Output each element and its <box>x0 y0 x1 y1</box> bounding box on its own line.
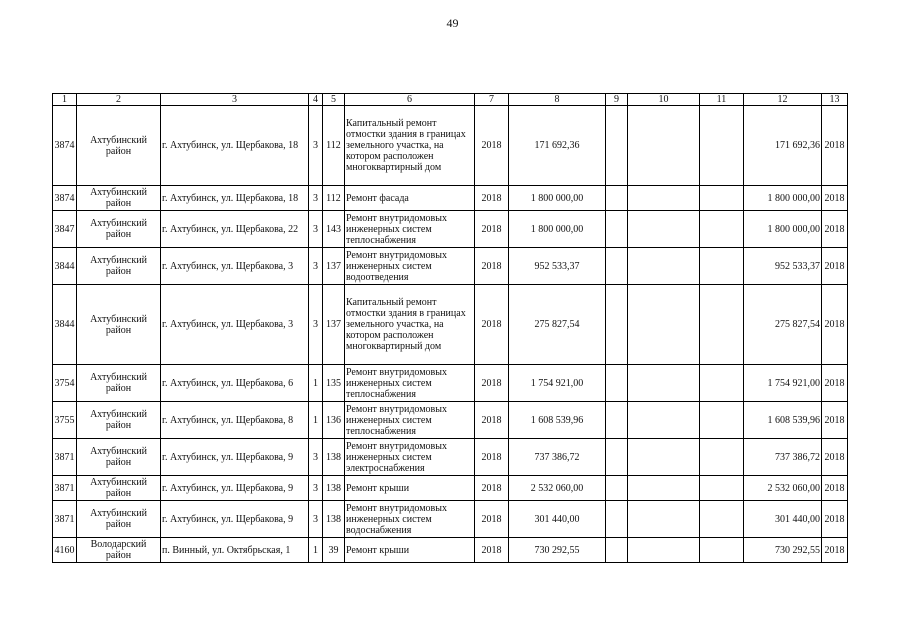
cell-col-9 <box>606 501 628 538</box>
cell-amount-fund: 737 386,72 <box>744 439 822 476</box>
cell-amount-fund: 1 608 539,96 <box>744 402 822 439</box>
cell-row-code: 4160 <box>53 538 77 563</box>
cell-amount-fund: 171 692,36 <box>744 106 822 186</box>
cell-year: 2018 <box>475 285 509 365</box>
cell-district: Ахтубинский район <box>77 285 161 365</box>
cell-col-9 <box>606 211 628 248</box>
cell-col-4: 3 <box>309 285 323 365</box>
cell-district: Володарский район <box>77 538 161 563</box>
header-row <box>53 94 848 106</box>
cell-work-type: Капитальный ремонт отмостки здания в границах земельного участка, на котором расположен многоквартирный дом <box>345 285 475 365</box>
table-row <box>53 285 848 365</box>
cell-row-code: 3871 <box>53 501 77 538</box>
cell-col-11 <box>700 248 744 285</box>
table-row <box>53 501 848 538</box>
cell-amount-total: 737 386,72 <box>509 439 606 476</box>
cell-completion-year: 2018 <box>822 211 848 248</box>
cell-col-9 <box>606 106 628 186</box>
table-row <box>53 365 848 402</box>
cell-address: г. Ахтубинск, ул. Щербакова, 22 <box>161 211 309 248</box>
cell-amount-fund: 1 800 000,00 <box>744 186 822 211</box>
table-row <box>53 186 848 211</box>
cell-amount-total: 171 692,36 <box>509 106 606 186</box>
cell-col-11 <box>700 538 744 563</box>
cell-col-11 <box>700 476 744 501</box>
cell-col-11 <box>700 501 744 538</box>
cell-work-type: Ремонт крыши <box>345 538 475 563</box>
cell-completion-year: 2018 <box>822 285 848 365</box>
cell-row-code: 3754 <box>53 365 77 402</box>
cell-district: Ахтубинский район <box>77 439 161 476</box>
cell-work-type: Ремонт внутридомовых инженерных систем водоснабжения <box>345 501 475 538</box>
cell-col-10 <box>628 211 700 248</box>
column-header-8: 8 <box>509 94 606 106</box>
cell-row-code: 3844 <box>53 248 77 285</box>
cell-row-code: 3847 <box>53 211 77 248</box>
cell-col-4: 3 <box>309 501 323 538</box>
cell-col-5: 136 <box>323 402 345 439</box>
cell-work-type: Ремонт фасада <box>345 186 475 211</box>
cell-col-4: 1 <box>309 402 323 439</box>
cell-amount-total: 275 827,54 <box>509 285 606 365</box>
cell-col-10 <box>628 501 700 538</box>
cell-col-4: 1 <box>309 538 323 563</box>
cell-col-5: 138 <box>323 439 345 476</box>
cell-amount-total: 2 532 060,00 <box>509 476 606 501</box>
cell-completion-year: 2018 <box>822 439 848 476</box>
cell-amount-total: 1 608 539,96 <box>509 402 606 439</box>
cell-col-10 <box>628 248 700 285</box>
cell-work-type: Ремонт внутридомовых инженерных систем водоотведения <box>345 248 475 285</box>
cell-district: Ахтубинский район <box>77 476 161 501</box>
cell-amount-fund: 2 532 060,00 <box>744 476 822 501</box>
cell-district: Ахтубинский район <box>77 501 161 538</box>
cell-col-11 <box>700 186 744 211</box>
cell-completion-year: 2018 <box>822 402 848 439</box>
cell-district: Ахтубинский район <box>77 211 161 248</box>
cell-col-10 <box>628 285 700 365</box>
cell-amount-fund: 952 533,37 <box>744 248 822 285</box>
cell-col-9 <box>606 186 628 211</box>
column-header-9: 9 <box>606 94 628 106</box>
cell-work-type: Ремонт внутридомовых инженерных систем электроснабжения <box>345 439 475 476</box>
cell-col-5: 135 <box>323 365 345 402</box>
cell-col-11 <box>700 211 744 248</box>
cell-year: 2018 <box>475 439 509 476</box>
cell-year: 2018 <box>475 402 509 439</box>
cell-completion-year: 2018 <box>822 186 848 211</box>
cell-col-5: 39 <box>323 538 345 563</box>
cell-row-code: 3874 <box>53 106 77 186</box>
cell-address: г. Ахтубинск, ул. Щербакова, 9 <box>161 476 309 501</box>
cell-col-4: 3 <box>309 248 323 285</box>
cell-col-10 <box>628 106 700 186</box>
cell-address: г. Ахтубинск, ул. Щербакова, 9 <box>161 439 309 476</box>
cell-amount-fund: 730 292,55 <box>744 538 822 563</box>
cell-year: 2018 <box>475 501 509 538</box>
cell-col-10 <box>628 186 700 211</box>
cell-district: Ахтубинский район <box>77 402 161 439</box>
cell-col-9 <box>606 538 628 563</box>
cell-col-4: 3 <box>309 106 323 186</box>
cell-completion-year: 2018 <box>822 106 848 186</box>
cell-col-9 <box>606 476 628 501</box>
cell-address: г. Ахтубинск, ул. Щербакова, 3 <box>161 248 309 285</box>
cell-year: 2018 <box>475 186 509 211</box>
cell-col-9 <box>606 365 628 402</box>
repair-registry-table <box>52 93 848 563</box>
cell-col-10 <box>628 439 700 476</box>
cell-col-5: 143 <box>323 211 345 248</box>
table-row <box>53 402 848 439</box>
cell-col-5: 138 <box>323 476 345 501</box>
cell-col-5: 137 <box>323 248 345 285</box>
column-header-5: 5 <box>323 94 345 106</box>
cell-amount-fund: 301 440,00 <box>744 501 822 538</box>
table-body <box>53 106 848 563</box>
cell-amount-total: 952 533,37 <box>509 248 606 285</box>
cell-amount-fund: 275 827,54 <box>744 285 822 365</box>
column-header-2: 2 <box>77 94 161 106</box>
table-row <box>53 106 848 186</box>
cell-year: 2018 <box>475 248 509 285</box>
column-header-11: 11 <box>700 94 744 106</box>
column-header-10: 10 <box>628 94 700 106</box>
column-header-13: 13 <box>822 94 848 106</box>
cell-year: 2018 <box>475 106 509 186</box>
cell-address: г. Ахтубинск, ул. Щербакова, 18 <box>161 186 309 211</box>
cell-col-10 <box>628 365 700 402</box>
table-row <box>53 248 848 285</box>
column-header-7: 7 <box>475 94 509 106</box>
table-row <box>53 538 848 563</box>
cell-work-type: Ремонт внутридомовых инженерных систем теплоснабжения <box>345 365 475 402</box>
cell-amount-total: 1 800 000,00 <box>509 186 606 211</box>
cell-work-type: Капитальный ремонт отмостки здания в границах земельного участка, на котором расположен многоквартирный дом <box>345 106 475 186</box>
cell-amount-total: 301 440,00 <box>509 501 606 538</box>
cell-amount-fund: 1 754 921,00 <box>744 365 822 402</box>
cell-amount-total: 1 800 000,00 <box>509 211 606 248</box>
cell-year: 2018 <box>475 211 509 248</box>
cell-completion-year: 2018 <box>822 365 848 402</box>
cell-col-9 <box>606 439 628 476</box>
cell-completion-year: 2018 <box>822 501 848 538</box>
cell-district: Ахтубинский район <box>77 248 161 285</box>
cell-col-9 <box>606 248 628 285</box>
cell-col-4: 3 <box>309 476 323 501</box>
cell-year: 2018 <box>475 476 509 501</box>
cell-col-10 <box>628 402 700 439</box>
cell-work-type: Ремонт внутридомовых инженерных систем теплоснабжения <box>345 211 475 248</box>
cell-col-4: 3 <box>309 211 323 248</box>
cell-col-11 <box>700 402 744 439</box>
cell-completion-year: 2018 <box>822 248 848 285</box>
cell-district: Ахтубинский район <box>77 365 161 402</box>
cell-col-10 <box>628 538 700 563</box>
cell-row-code: 3874 <box>53 186 77 211</box>
cell-work-type: Ремонт крыши <box>345 476 475 501</box>
column-header-4: 4 <box>309 94 323 106</box>
cell-year: 2018 <box>475 365 509 402</box>
cell-row-code: 3844 <box>53 285 77 365</box>
cell-amount-fund: 1 800 000,00 <box>744 211 822 248</box>
cell-col-4: 3 <box>309 186 323 211</box>
cell-amount-total: 1 754 921,00 <box>509 365 606 402</box>
cell-col-5: 112 <box>323 186 345 211</box>
cell-col-9 <box>606 402 628 439</box>
page-number: 49 <box>446 16 459 30</box>
cell-col-4: 1 <box>309 365 323 402</box>
cell-col-4: 3 <box>309 439 323 476</box>
cell-amount-total: 730 292,55 <box>509 538 606 563</box>
table-header <box>53 94 848 106</box>
column-header-3: 3 <box>161 94 309 106</box>
cell-address: г. Ахтубинск, ул. Щербакова, 3 <box>161 285 309 365</box>
cell-col-9 <box>606 285 628 365</box>
cell-col-11 <box>700 106 744 186</box>
table-row <box>53 476 848 501</box>
cell-district: Ахтубинский район <box>77 186 161 211</box>
cell-completion-year: 2018 <box>822 538 848 563</box>
table-row <box>53 439 848 476</box>
cell-row-code: 3871 <box>53 439 77 476</box>
column-header-6: 6 <box>345 94 475 106</box>
cell-col-5: 112 <box>323 106 345 186</box>
cell-work-type: Ремонт внутридомовых инженерных систем теплоснабжения <box>345 402 475 439</box>
cell-address: г. Ахтубинск, ул. Щербакова, 8 <box>161 402 309 439</box>
cell-district: Ахтубинский район <box>77 106 161 186</box>
cell-address: г. Ахтубинск, ул. Щербакова, 9 <box>161 501 309 538</box>
cell-completion-year: 2018 <box>822 476 848 501</box>
cell-col-11 <box>700 439 744 476</box>
cell-address: г. Ахтубинск, ул. Щербакова, 18 <box>161 106 309 186</box>
cell-address: п. Винный, ул. Октябрьская, 1 <box>161 538 309 563</box>
cell-address: г. Ахтубинск, ул. Щербакова, 6 <box>161 365 309 402</box>
cell-row-code: 3871 <box>53 476 77 501</box>
column-header-12: 12 <box>744 94 822 106</box>
cell-col-5: 137 <box>323 285 345 365</box>
cell-col-5: 138 <box>323 501 345 538</box>
cell-col-10 <box>628 476 700 501</box>
cell-row-code: 3755 <box>53 402 77 439</box>
cell-year: 2018 <box>475 538 509 563</box>
cell-col-11 <box>700 285 744 365</box>
table-row <box>53 211 848 248</box>
column-header-1: 1 <box>53 94 77 106</box>
cell-col-11 <box>700 365 744 402</box>
